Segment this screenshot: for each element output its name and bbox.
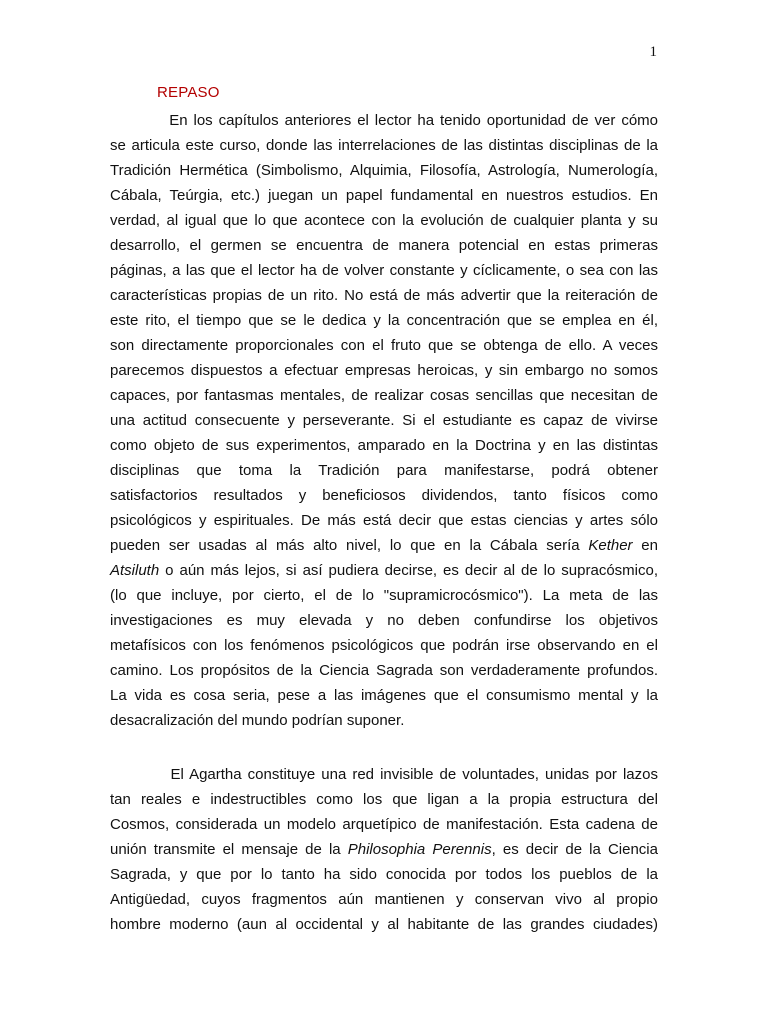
paragraph-line: investigaciones es muy elevada y no deben confundirse los objetivos [110,612,658,629]
paragraph-line: En los capítulos anteriores el lector ha tenido oportunidad de ver cómo [110,112,658,129]
paragraph-line: disciplinas que toma la Tradición para manifestarse, podrá obtener [110,462,658,479]
section-heading: REPASO [157,84,220,101]
paragraph-line: capaces, por fantasmas mentales, de realizar cosas sencillas que necesitan de [110,387,658,404]
paragraph-line: hombre moderno (aun al occidental y al habitante de las grandes ciudades) [110,916,658,933]
text-run: unión transmite el mensaje de la [110,841,348,858]
paragraph-line: páginas, a las que el lector ha de volver constante y cíclicamente, o sea con las [110,262,658,279]
paragraph-line: este rito, el tiempo que se le dedica y la concentración que se emplea en él, [110,312,658,329]
paragraph-1 [110,108,658,733]
paragraph-line [110,558,658,583]
paragraph-line [110,837,658,862]
paragraph-line: Cábala, Teúrgia, etc.) juegan un papel fundamental en nuestros estudios. En [110,187,658,204]
paragraph-line: La vida es cosa seria, pese a las imágenes que el consumismo mental y la [110,687,658,704]
text-run: en [632,537,658,554]
paragraph-line: satisfactorios resultados y beneficiosos dividendos, tanto físicos como [110,487,658,504]
text-run: pueden ser usadas al más alto nivel, lo que en la Cábala sería [110,537,589,554]
paragraph-line: Sagrada, y que por lo tanto ha sido conocida por todos los pueblos de la [110,866,658,883]
paragraph-line: una actitud consecuente y perseverante. Si el estudiante es capaz de vivirse [110,412,658,429]
paragraph-line: se articula este curso, donde las interrelaciones de las distintas disciplinas de la [110,137,658,154]
italic-term: Kether [588,537,633,554]
italic-term: Philosophia Perennis [347,841,492,858]
paragraph-line: verdad, al igual que lo que acontece con la evolución de cualquier planta y su [110,212,658,229]
paragraph-line: Tradición Hermética (Simbolismo, Alquimia, Filosofía, Astrología, Numerología, [110,162,658,179]
paragraph-line: metafísicos con los fenómenos psicológicos que podrán irse observando en el [110,637,658,654]
paragraph-line: tan reales e indestructibles como los que ligan a la propia estructura del [110,791,658,808]
paragraph-line: parecemos dispuestos a efectuar empresas heroicas, y sin embargo no somos [110,362,658,379]
page-number: 1 [649,44,657,60]
paragraph-line: psicológicos y espirituales. De más está decir que estas ciencias y artes sólo [110,512,658,529]
paragraph-line: Antigüedad, cuyos fragmentos aún mantienen y conservan vivo al propio [110,891,658,908]
paragraph-2 [110,762,658,937]
paragraph-line [110,533,658,558]
italic-term: Atsiluth [110,562,160,579]
paragraph-line: son directamente proporcionales con el fruto que se obtenga de ello. A veces [110,337,658,354]
paragraph-line: (lo que incluye, por cierto, el de lo "supramicrocósmico"). La meta de las [110,587,658,604]
text-run: o aún más lejos, si así pudiera decirse, es decir al de lo supracósmico, [159,562,658,579]
paragraph-line: camino. Los propósitos de la Ciencia Sagrada son verdaderamente profundos. [110,662,658,679]
paragraph-line: características propias de un rito. No está de más advertir que la reiteración de [110,287,658,304]
text-run: , es decir de la Ciencia [491,841,658,858]
paragraph-line: como objeto de sus experimentos, amparado en la Doctrina y en las distintas [110,437,658,454]
paragraph-line: El Agartha constituye una red invisible de voluntades, unidas por lazos [110,766,658,783]
paragraph-line: desacralización del mundo podrían suponer. [110,712,405,729]
paragraph-line: Cosmos, considerada un modelo arquetípico de manifestación. Esta cadena de [110,816,658,833]
paragraph-line: desarrollo, el germen se encuentra de manera potencial en estas primeras [110,237,658,254]
